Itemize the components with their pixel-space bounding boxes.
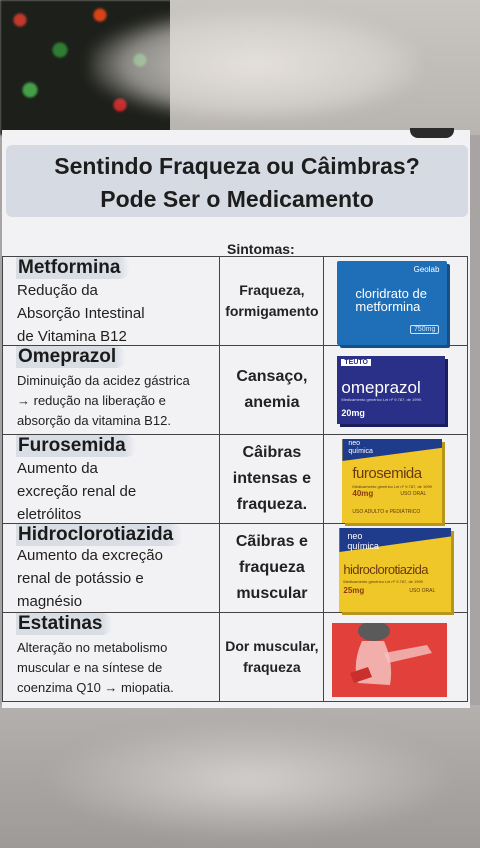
- symptom-line: anemia: [244, 394, 300, 411]
- desc-line: Redução da: [17, 282, 98, 299]
- title-line-2: Pode Ser o Medicamento: [100, 186, 374, 212]
- image-cell: [324, 524, 468, 613]
- table-row: [3, 524, 468, 613]
- symptom-line: intensas e: [232, 470, 312, 487]
- symptom-text: [220, 440, 323, 518]
- drug-cell: [3, 257, 220, 346]
- desc-line: Alteração no metabolismo: [17, 640, 168, 655]
- symptom-line: muscular: [236, 585, 308, 602]
- box-dose: 25mg: [343, 586, 365, 595]
- image-cell: [324, 257, 468, 346]
- drug-name: Metformina: [16, 257, 130, 279]
- box-use: USO ADULTO e PEDIÁTRICO: [352, 509, 421, 515]
- desc-line: muscular e na síntese de: [17, 660, 163, 675]
- box-route: USO ORAL: [409, 588, 436, 594]
- table-row: [3, 435, 468, 524]
- symptom-text: [220, 280, 323, 322]
- drug-cell: [3, 346, 220, 435]
- desc-line: magnésio: [17, 593, 83, 610]
- box-note: Medicamento genérico Lei nº 9.787, de 1999.: [341, 397, 423, 402]
- desc-line: Absorção Intestinal: [17, 305, 145, 322]
- furosemida-box-image: [342, 439, 442, 523]
- drug-description: [17, 638, 215, 698]
- drug-name: Furosemida: [16, 435, 136, 457]
- symptoms-header: Sintomas:: [227, 241, 295, 257]
- box-brand: Geolab: [413, 265, 440, 274]
- symptom-line: Câibras: [242, 444, 302, 461]
- box-dose: 750mg: [410, 325, 439, 334]
- symptom-line: Dor muscular,: [225, 638, 319, 654]
- symptom-cell: [220, 524, 324, 613]
- box-name: furosemida: [352, 465, 422, 482]
- symptom-text: [220, 364, 323, 416]
- box-brand-line: química: [347, 541, 379, 551]
- metformina-box-image: [337, 261, 447, 345]
- desc-line: absorção da vitamina B12.: [17, 413, 171, 428]
- symptom-text: [220, 636, 323, 678]
- drug-description: [17, 279, 215, 348]
- image-cell: [324, 346, 468, 435]
- symptom-line: fraqueza: [243, 659, 301, 675]
- symptom-cell: [220, 257, 324, 346]
- background-blurred-hand: [90, 10, 420, 120]
- card-tab: [410, 128, 454, 138]
- desc-line: Diminuição da acidez gástrica: [17, 373, 190, 388]
- desc-line: → redução na liberação e: [17, 393, 166, 408]
- hidroclorotiazida-box-image: [339, 528, 451, 612]
- symptom-line: formigamento: [225, 303, 319, 319]
- box-brand: [348, 440, 373, 456]
- box-name-line: cloridrato de: [355, 286, 427, 301]
- box-brand: [347, 531, 379, 551]
- image-cell: [324, 613, 468, 702]
- table-row: [3, 346, 468, 435]
- box-brand-line: neo: [347, 531, 363, 541]
- page-title: [6, 150, 468, 216]
- drug-name: Hidroclorotiazida: [16, 524, 183, 546]
- box-brand-line: neo: [348, 440, 361, 447]
- omeprazol-box-image: [337, 356, 445, 424]
- drug-description: [17, 457, 215, 526]
- box-name: omeprazol: [341, 378, 421, 397]
- background-bottom-blur: [40, 720, 460, 840]
- desc-line: renal de potássio e: [17, 570, 144, 587]
- symptom-line: Cãibras e: [235, 533, 308, 550]
- drug-name: Omeprazol: [16, 346, 126, 368]
- table-row: [3, 613, 468, 702]
- box-dose: 20mg: [341, 408, 365, 418]
- medication-table: [2, 256, 468, 702]
- symptom-line: fraqueza.: [236, 496, 308, 513]
- drug-name: Estatinas: [16, 613, 112, 635]
- drug-description: [17, 371, 215, 431]
- symptom-line: fraqueza: [239, 559, 305, 576]
- box-note: Medicamento genérico Lei nº 9.787, de 1999: [343, 579, 423, 584]
- desc-line: Aumento da excreção: [17, 547, 163, 564]
- box-route: USO ORAL: [400, 491, 427, 497]
- box-dose: 40mg: [352, 489, 374, 498]
- statin-figure-icon: [332, 623, 447, 697]
- symptom-cell: [220, 613, 324, 702]
- desc-line: coenzima Q10 → miopatia.: [17, 680, 174, 695]
- box-note: Medicamento genérico Lei nº 9.787, de 1999: [352, 484, 432, 489]
- table-row: [3, 257, 468, 346]
- drug-cell: [3, 524, 220, 613]
- desc-line: eletrólitos: [17, 506, 82, 523]
- desc-line: excreção renal de: [17, 483, 137, 500]
- box-brand: TEUTO: [341, 359, 371, 366]
- drug-cell: [3, 435, 220, 524]
- symptom-line: Fraqueza,: [239, 282, 305, 298]
- desc-line: Aumento da: [17, 460, 98, 477]
- image-cell: [324, 435, 468, 524]
- title-line-1: Sentindo Fraqueza ou Câimbras?: [54, 153, 420, 179]
- drug-cell: [3, 613, 220, 702]
- box-name: hidroclorotiazida: [343, 562, 428, 577]
- symptom-line: Cansaço,: [236, 368, 308, 385]
- symptom-cell: [220, 435, 324, 524]
- desc-line: de Vitamina B12: [17, 328, 127, 345]
- symptom-cell: [220, 346, 324, 435]
- estatinas-image: [332, 623, 447, 697]
- drug-description: [17, 544, 215, 613]
- box-brand-line: química: [348, 448, 373, 455]
- symptom-text: [220, 529, 323, 607]
- box-name-line: metformina: [355, 299, 421, 314]
- box-name: [355, 287, 427, 313]
